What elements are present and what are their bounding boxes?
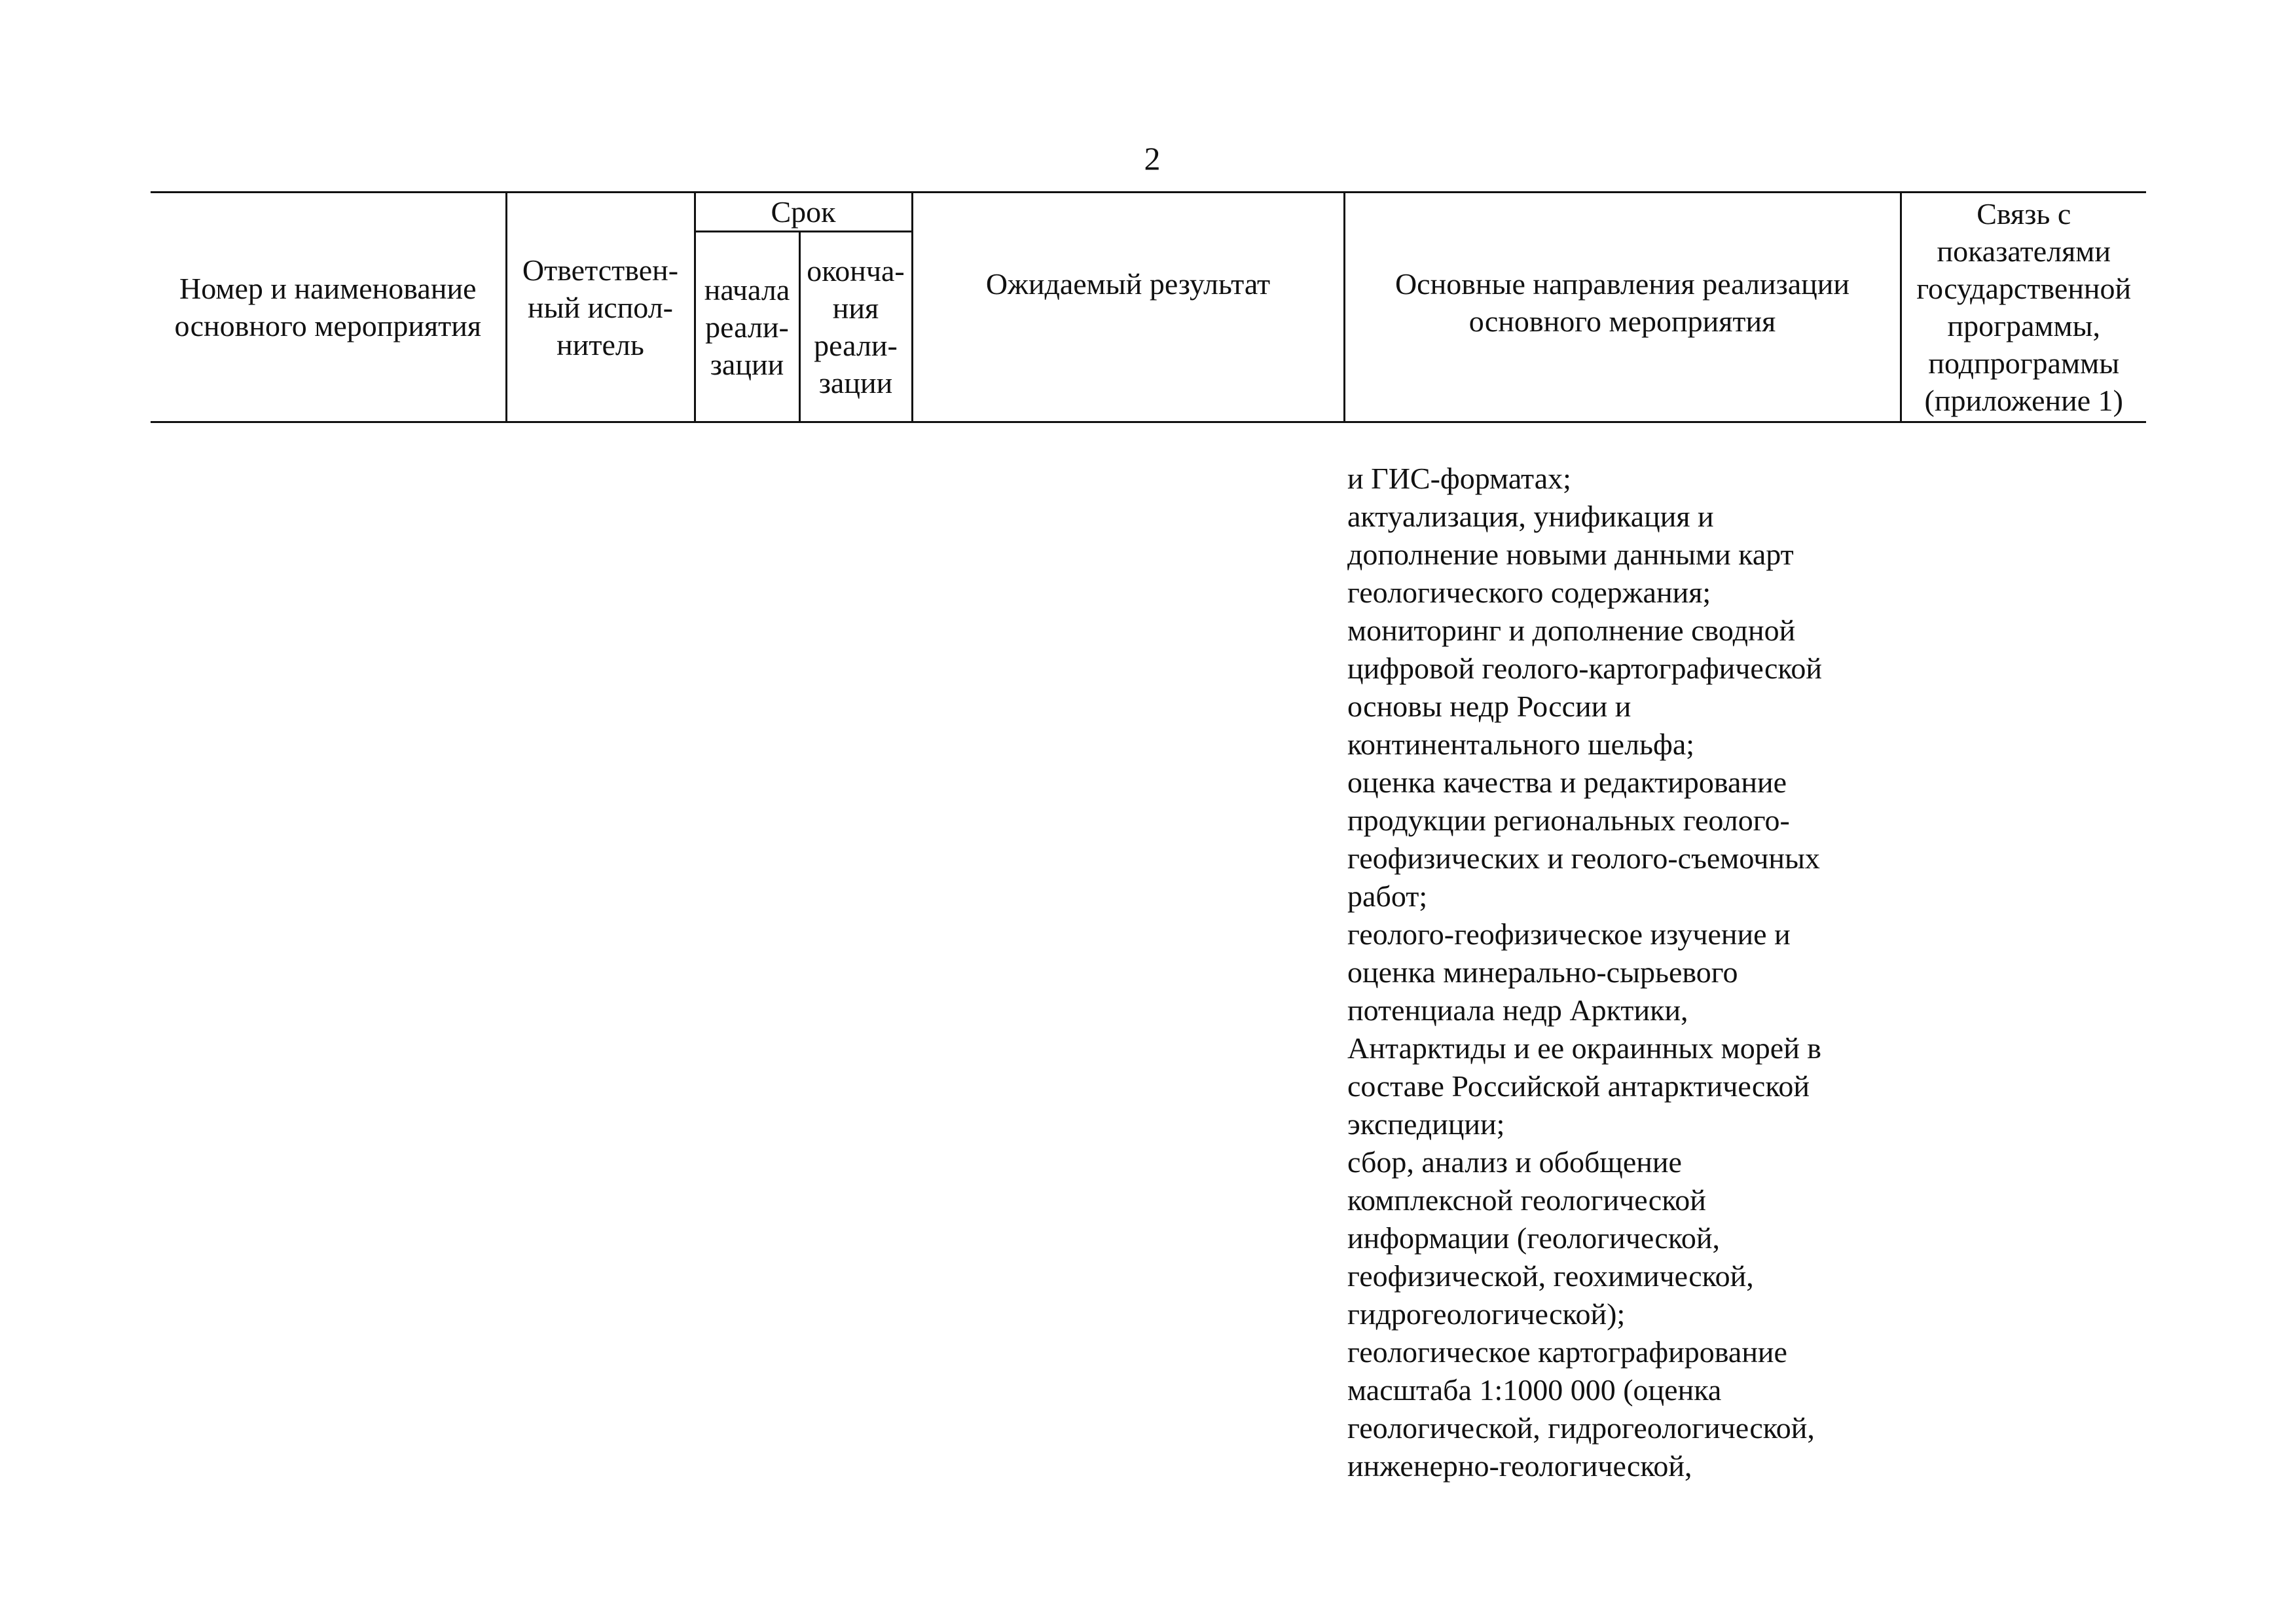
directions-line: геологического содержания;: [1347, 576, 1711, 609]
header-expected-result: Ожидаемый результат: [912, 193, 1344, 422]
directions-line: масштаба 1:1000 000 (оценка: [1347, 1373, 1722, 1407]
directions-line: основы недр России и: [1347, 690, 1631, 723]
page-number: 2: [1144, 140, 1161, 177]
table-header: [151, 191, 2146, 423]
directions-line: потенциала недр Арктики,: [1347, 993, 1688, 1027]
header-term-start: начала реали-зации: [695, 232, 799, 422]
directions-line: комплексной геологической: [1347, 1183, 1706, 1217]
directions-line: геофизической, геохимической,: [1347, 1259, 1754, 1293]
directions-line: экспедиции;: [1347, 1107, 1505, 1141]
directions-line: работ;: [1347, 879, 1428, 913]
header-directions: Основные направления реализации основного мероприятия: [1344, 193, 1901, 422]
directions-line: инженерно-геологической,: [1347, 1449, 1692, 1483]
directions-line: и ГИС-форматах;: [1347, 462, 1571, 495]
directions-line: дополнение новыми данными карт: [1347, 538, 1794, 571]
directions-line: континентального шельфа;: [1347, 728, 1695, 761]
directions-line: продукции региональных геолого-: [1347, 803, 1790, 837]
directions-line: Антарктиды и ее окраинных морей в: [1347, 1031, 1822, 1065]
directions-line: оценка минерально-сырьевого: [1347, 955, 1738, 989]
directions-line: сбор, анализ и обобщение: [1347, 1145, 1682, 1179]
directions-line: актуализация, унификация и: [1347, 500, 1714, 533]
header-event-name: Номер и наименование основного мероприятия: [151, 193, 506, 422]
directions-line: цифровой геолого-картографической: [1347, 652, 1823, 685]
directions-line: оценка качества и редактирование: [1347, 766, 1787, 799]
directions-line: геологической, гидрогеологической,: [1347, 1411, 1815, 1445]
header-term-end: оконча-ния реали-зации: [799, 232, 912, 422]
directions-line: геологическое картографирование: [1347, 1335, 1787, 1369]
directions-line: составе Российской антарктической: [1347, 1069, 1810, 1103]
header-term: Срок: [695, 193, 912, 232]
directions-line: гидрогеологической);: [1347, 1297, 1626, 1331]
header-program-link: Связь с показателями государственной программы, подпрограммы (приложение 1): [1901, 193, 2146, 422]
directions-line: информации (геологической,: [1347, 1221, 1720, 1255]
directions-text: [1347, 460, 1937, 1485]
directions-line: геофизических и геолого-съемочных: [1347, 841, 1820, 875]
directions-line: мониторинг и дополнение сводной: [1347, 614, 1796, 647]
directions-line: геолого-геофизическое изучение и: [1347, 917, 1791, 951]
header-executor: Ответствен-ный испол-нитель: [506, 193, 695, 422]
